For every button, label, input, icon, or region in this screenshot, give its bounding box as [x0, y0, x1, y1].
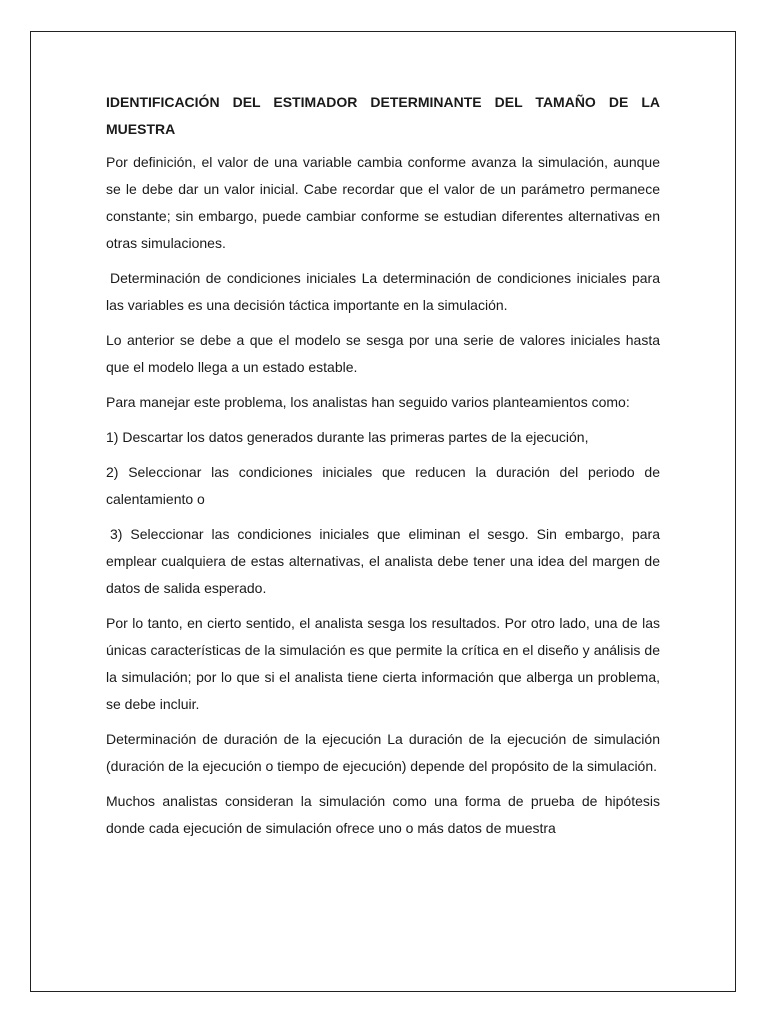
- paragraph-condiciones-iniciales: Determinación de condiciones iniciales La determinación de condiciones iniciales para las variables es una decisión táctica importante en la simulación.: [106, 270, 660, 313]
- document-page: [30, 31, 736, 992]
- document-body: [106, 89, 660, 850]
- document-title: IDENTIFICACIÓN DEL ESTIMADOR DETERMINANTE DEL TAMAÑO DE LA MUESTRA: [106, 94, 660, 137]
- list-item-2: 2) Seleccionar las condiciones iniciales que reducen la duración del periodo de calentamiento o: [106, 464, 660, 507]
- paragraph-sesgo-modelo: Lo anterior se debe a que el modelo se sesga por una serie de valores iniciales hasta que el modelo llega a un estado estable.: [106, 332, 660, 375]
- paragraph-duracion-ejecucion: Determinación de duración de la ejecución La duración de la ejecución de simulación (duración de la ejecución o tiempo de ejecución) depende del propósito de la simulación.: [106, 731, 660, 774]
- paragraph-prueba-hipotesis: Muchos analistas consideran la simulación como una forma de prueba de hipótesis donde cada ejecución de simulación ofrece uno o más datos de muestra: [106, 793, 660, 836]
- list-item-3: 3) Seleccionar las condiciones iniciales que eliminan el sesgo. Sin embargo, para emplear cualquiera de estas alternativas, el analista debe tener una idea del margen de datos de salida esperado.: [106, 526, 660, 596]
- paragraph-planteamientos: Para manejar este problema, los analistas han seguido varios planteamientos como:: [106, 394, 630, 410]
- paragraph-definicion: Por definición, el valor de una variable cambia conforme avanza la simulación, aunque se le debe dar un valor inicial. Cabe recordar que el valor de un parámetro permanece constante; sin embargo, puede cambiar conforme se estudian diferentes alternativas en otras simulaciones.: [106, 154, 660, 251]
- list-item-1: 1) Descartar los datos generados durante las primeras partes de la ejecución,: [106, 429, 589, 445]
- paragraph-por-lo-tanto: Por lo tanto, en cierto sentido, el analista sesga los resultados. Por otro lado, una de las únicas características de la simulación es que permite la crítica en el diseño y análisis de la simulación; por lo que si el analista tiene cierta información que alberga un problema, se debe incluir.: [106, 615, 660, 712]
